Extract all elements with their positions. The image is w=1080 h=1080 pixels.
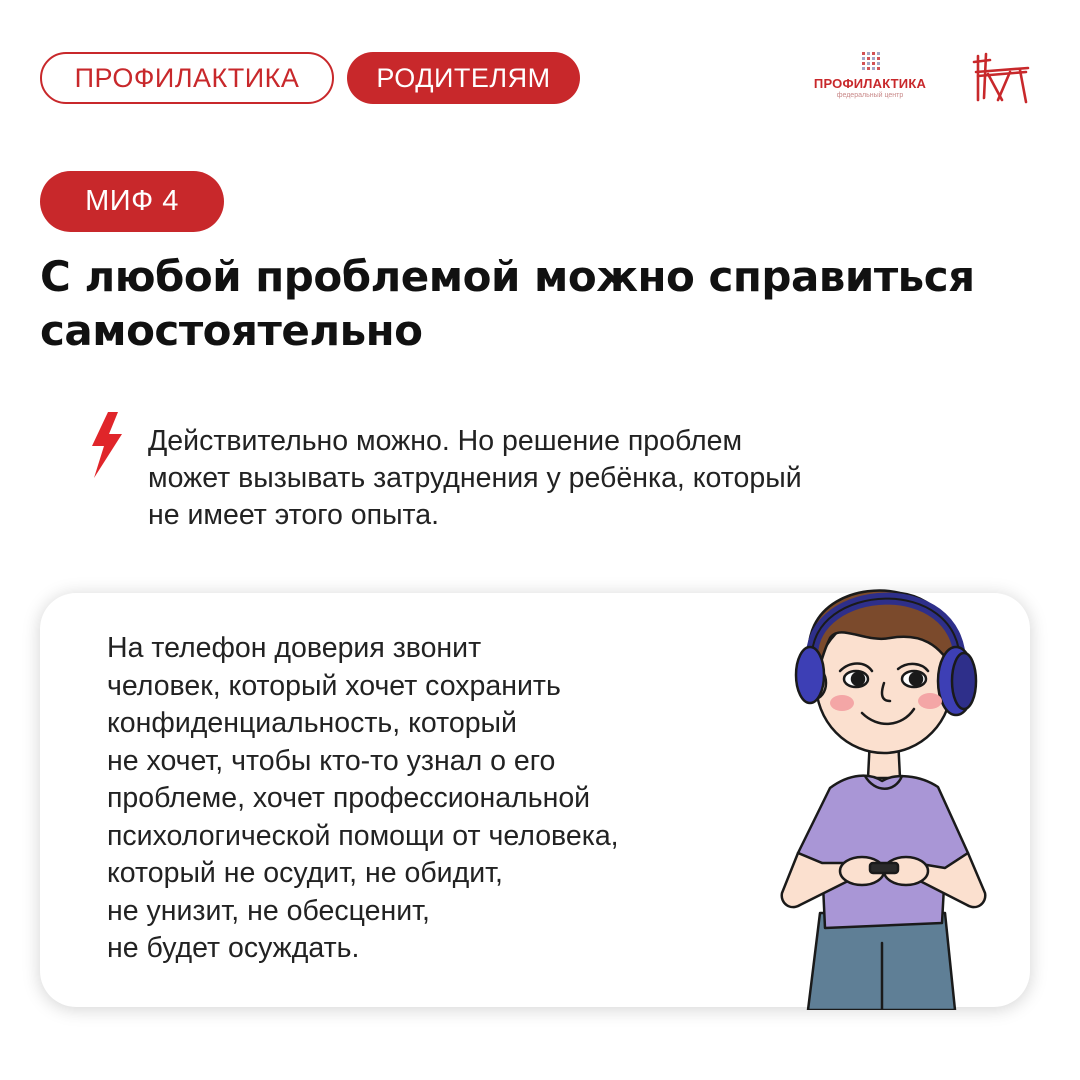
card-text bbox=[107, 630, 767, 968]
fact-text bbox=[148, 423, 1028, 534]
card-line: человек, который хочет сохранить bbox=[107, 669, 561, 702]
logo-grid-icon bbox=[862, 52, 880, 72]
myth-badge: МИФ 4 bbox=[40, 171, 224, 232]
boy-with-headphones-illustration bbox=[770, 563, 1010, 1010]
headline-line: С любой проблемой можно справиться bbox=[40, 252, 975, 301]
card-line: не будет осуждать. bbox=[107, 932, 360, 964]
headline-line: самостоятельно bbox=[40, 306, 423, 355]
fact-line: Действительно можно. Но решение проблем bbox=[148, 425, 743, 457]
headline bbox=[40, 250, 1040, 358]
card-line: На телефон доверия звонит bbox=[107, 632, 482, 664]
logo-subtitle: федеральный центр bbox=[836, 92, 904, 99]
logo-title: ПРОФИЛАКТИКА bbox=[813, 76, 927, 91]
card-line: психологической помощи от человека, bbox=[107, 819, 619, 852]
card-line: который не осудит, не обидит, bbox=[107, 857, 503, 889]
card-line: конфиденциальность, который bbox=[107, 707, 517, 739]
lightning-icon bbox=[88, 412, 124, 478]
tag-for-parents[interactable]: РОДИТЕЛЯМ bbox=[347, 52, 580, 104]
fact-line: может вызывать затруднения у ребёнка, который bbox=[148, 462, 802, 494]
tag-prophylaxis[interactable]: ПРОФИЛАКТИКА bbox=[40, 52, 334, 104]
chair-logo-icon bbox=[968, 50, 1034, 106]
fact-line: не имеет этого опыта. bbox=[148, 499, 440, 531]
card-line: не унизит, не обесценит, bbox=[107, 894, 430, 927]
card-line: не хочет, чтобы кто-то узнал о его bbox=[107, 744, 556, 777]
prophylaxis-logo bbox=[808, 52, 932, 104]
card-line: проблеме, хочет профессиональной bbox=[107, 782, 591, 814]
